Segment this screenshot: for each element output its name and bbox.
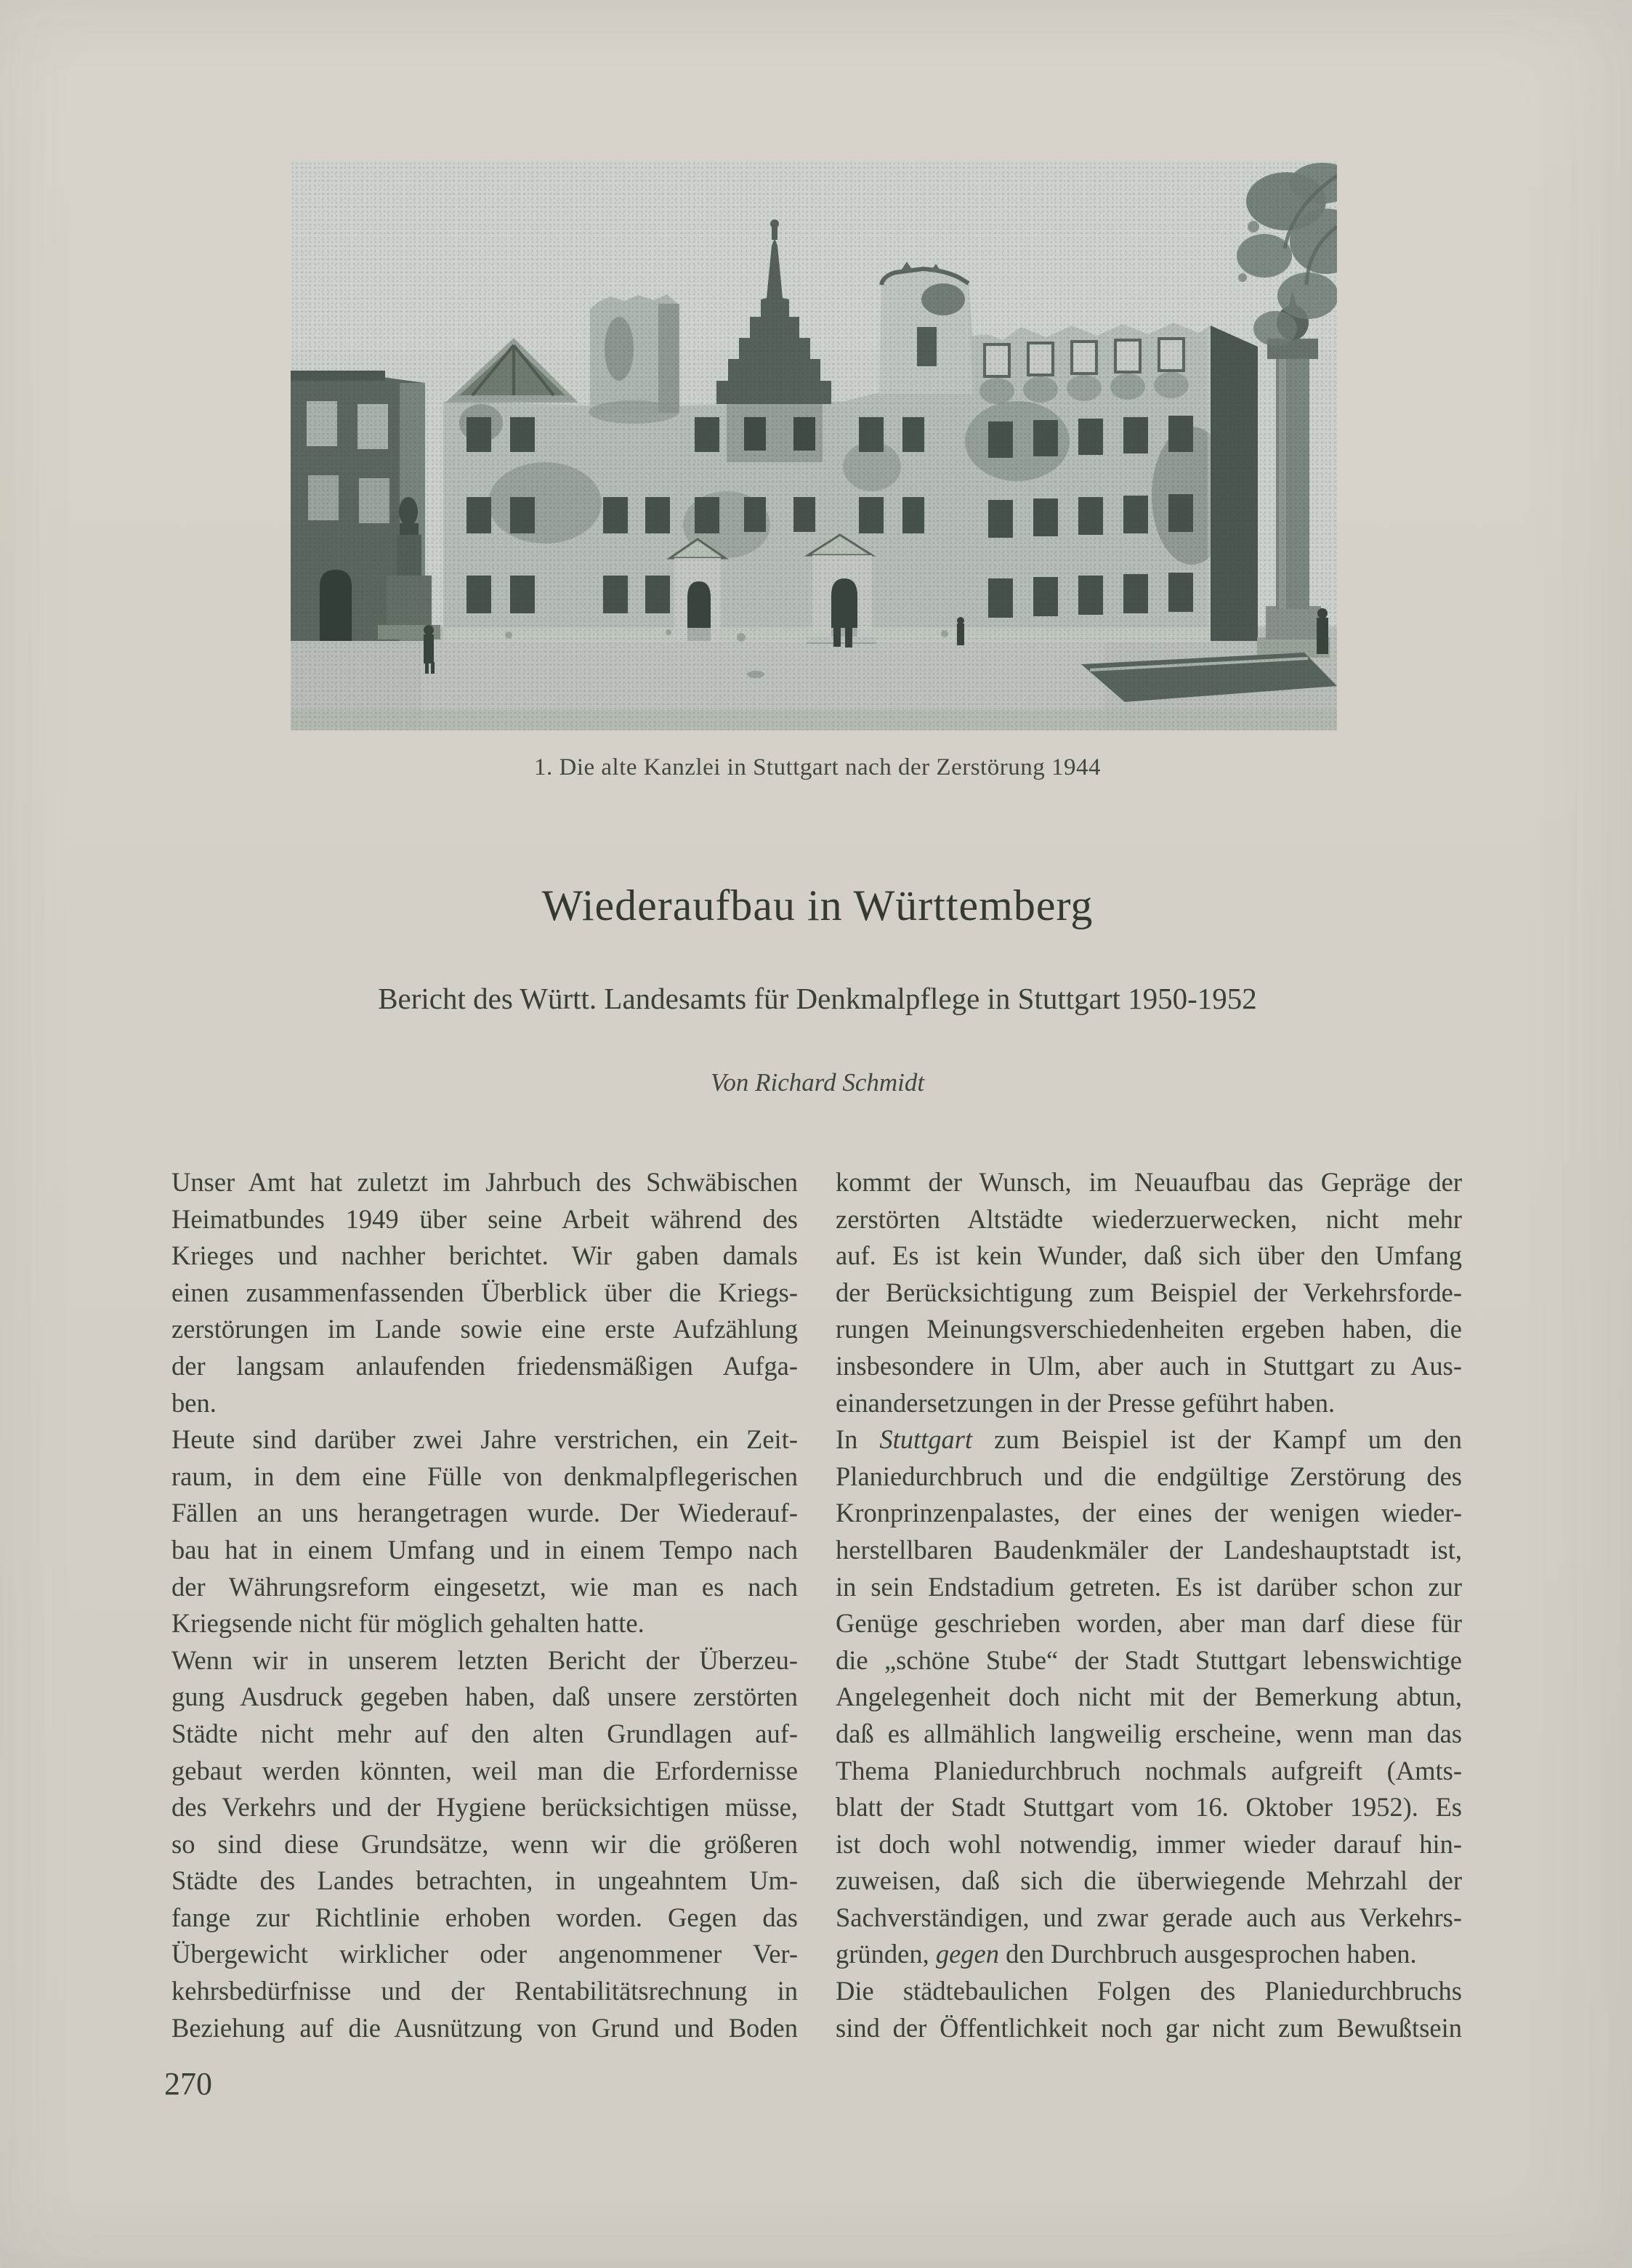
text-line: Unser Amt hat zuletzt im Jahrbuch des Schwäbischen (171, 1167, 798, 1197)
text-line: der Berücksichtigung zum Beispiel der Verkehrsforde- (836, 1277, 1462, 1307)
text-column-right (836, 1164, 1462, 2046)
text-line: Heimatbundes 1949 über seine Arbeit während des (171, 1203, 798, 1234)
halftone-texture (291, 161, 1337, 730)
article-author: Von Richard Schmidt (710, 1068, 925, 1097)
text-line: einandersetzungen in der Presse geführt haben. (836, 1387, 1336, 1418)
text-line: bau hat in einem Umfang und in einem Tempo nach (171, 1534, 798, 1565)
text-line: zerstörten Altstädte wiederzuerwecken, nicht mehr (836, 1203, 1462, 1234)
text-line: rungen Meinungsverschiedenheiten ergeben haben, die (836, 1314, 1462, 1344)
text-line: Planiedurchbruch und die endgültige Zerstörung des (836, 1461, 1462, 1491)
text-line: ben. (171, 1387, 217, 1418)
text-line: insbesondere in Ulm, aber auch in Stuttgart zu Aus- (836, 1350, 1462, 1381)
text-line: gebaut werden könnten, weil man die Erfordernisse (171, 1755, 798, 1785)
text-line: Fällen an uns herangetragen wurde. Der Wiederauf- (171, 1498, 798, 1528)
text-line: so sind diese Grundsätze, wenn wir die größeren (171, 1828, 798, 1859)
text-line: des Verkehrs und der Hygiene berücksichtigen müsse, (171, 1792, 798, 1823)
text-column-left (171, 1164, 798, 2046)
article-title: Wiederaufbau in Württemberg (541, 881, 1094, 929)
text-line: Städte des Landes betrachten, in ungeahntem Um- (171, 1865, 798, 1896)
article-subtitle: Bericht des Württ. Landesamts für Denkmalpflege in Stuttgart 1950-1952 (378, 982, 1257, 1015)
text-line: fange zur Richtlinie erhoben worden. Gegen das (171, 1902, 798, 1932)
text-line: sind der Öffentlichkeit noch gar nicht zum Bewußtsein (836, 2012, 1462, 2043)
text-line: Städte nicht mehr auf den alten Grundlagen auf- (171, 1718, 798, 1748)
text-line: auf. Es ist kein Wunder, daß sich über den Umfang (836, 1240, 1462, 1271)
text-line: kommt der Wunsch, im Neuaufbau das Gepräge der (836, 1167, 1462, 1197)
text-line: blatt der Stadt Stuttgart vom 16. Oktober 1952). Es (836, 1792, 1462, 1823)
text-line: Wenn wir in unserem letzten Bericht der Überzeu- (171, 1644, 798, 1675)
text-line: herstellbaren Baudenkmäler der Landeshauptstadt ist, (836, 1534, 1462, 1565)
page-number: 270 (164, 2066, 212, 2102)
text-line: Beziehung auf die Ausnützung von Grund und Boden (171, 2012, 798, 2043)
text-line: einen zusammenfassenden Überblick über die Kriegs- (171, 1277, 798, 1307)
text-line: Thema Planiedurchbruch nochmals aufgreift (Amts- (836, 1755, 1462, 1785)
text-line: Angelegenheit doch nicht mit der Bemerkung abtun, (836, 1682, 1462, 1712)
text-line: gründen, gegen den Durchbruch ausgesprochen haben. (836, 1939, 1417, 1969)
text-line: der langsam anlaufenden friedensmäßigen Aufga- (171, 1350, 798, 1381)
text-line: Übergewicht wirklicher oder angenommener Ver- (171, 1939, 798, 1969)
text-line: Heute sind darüber zwei Jahre verstrichen, ein Zeit- (171, 1424, 798, 1455)
text-line: raum, in dem eine Fülle von denkmalpflegerischen (171, 1461, 798, 1491)
text-line: in sein Endstadium getreten. Es ist darüber schon zur (836, 1571, 1462, 1602)
photo-caption: 1. Die alte Kanzlei in Stuttgart nach der Zerstörung 1944 (534, 754, 1101, 780)
text-line: der Währungsreform eingesetzt, wie man es nach (171, 1571, 798, 1602)
text-line: Die städtebaulichen Folgen des Planiedurchbruchs (836, 1976, 1462, 2006)
text-line: Sachverständigen, und zwar gerade auch aus Verkehrs- (836, 1902, 1462, 1932)
photo-alte-kanzlei (291, 161, 1337, 730)
text-line: die „schöne Stube“ der Stadt Stuttgart lebenswichtige (836, 1644, 1462, 1675)
text-line: ist doch wohl notwendig, immer wieder darauf hin- (836, 1828, 1462, 1859)
text-line: kehrsbedürfnisse und der Rentabilitätsrechnung in (171, 1976, 798, 2006)
text-line: zuweisen, daß sich die überwiegende Mehrzahl der (836, 1865, 1462, 1896)
text-line: zerstörungen im Lande sowie eine erste Aufzählung (171, 1314, 798, 1344)
text-line: gung Ausdruck gegeben haben, daß unsere zerstörten (171, 1682, 798, 1712)
text-line: Genüge geschrieben worden, aber man darf diese für (836, 1608, 1462, 1639)
text-line: Kriegsende nicht für möglich gehalten hatte. (171, 1608, 645, 1639)
text-line: Kronprinzenpalastes, der eines der wenigen wieder- (836, 1498, 1462, 1528)
text-line: daß es allmählich langweilig erscheine, wenn man das (836, 1718, 1462, 1748)
text-line: In Stuttgart zum Beispiel ist der Kampf um den (836, 1424, 1462, 1455)
text-line: Krieges und nachher berichtet. Wir gaben damals (171, 1240, 798, 1271)
